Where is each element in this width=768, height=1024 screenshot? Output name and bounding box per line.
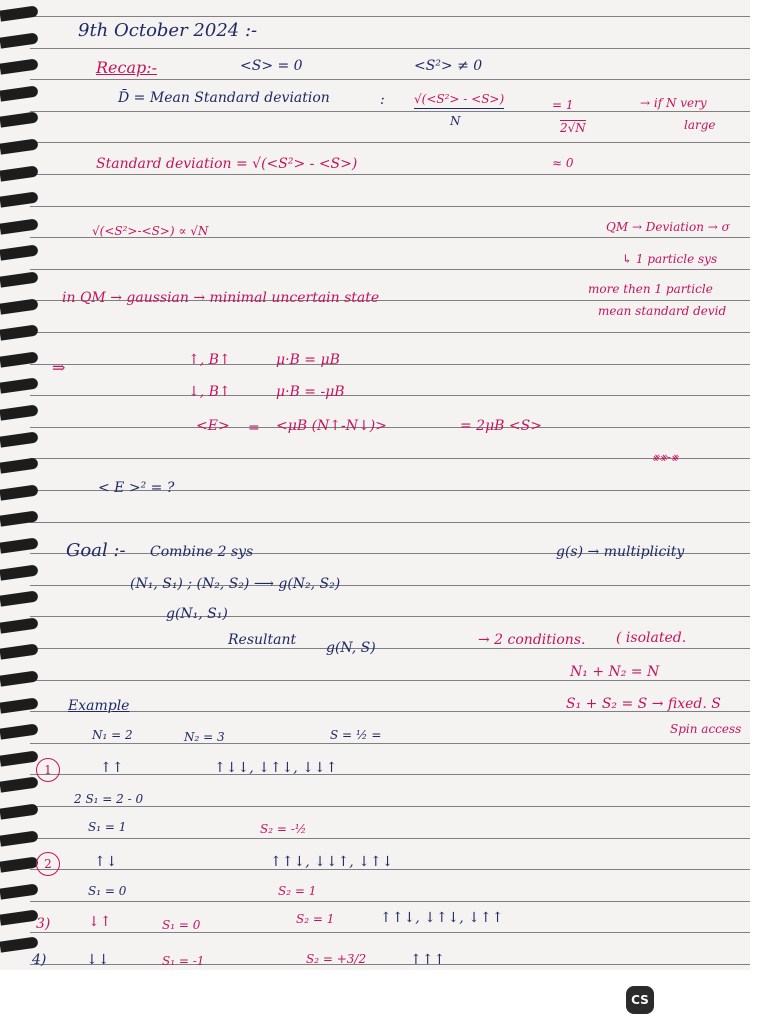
binding-hole [0,484,39,500]
s-half-value: S = ½ = [330,728,382,742]
g-combined: g(N, S) [326,640,376,656]
ruled-line [30,395,750,396]
ruled-line [30,206,750,207]
n-sum-condition: N₁ + N₂ = N [570,664,660,680]
energy-result: = 2μB <S> [460,418,542,434]
case4-s1: S₁ = -1 [162,954,205,968]
def-colon: : [380,92,385,108]
isolated-note: ( isolated. [616,630,687,646]
ruled-line [30,932,750,933]
binding-hole [0,670,39,686]
approx-zero: ≈ 0 [552,156,574,170]
binding-hole [0,457,39,473]
energy-square-question: < E >² = ? [98,480,175,496]
case-number-2: 2 [36,852,60,876]
two-root-n: 2√N [560,121,586,135]
two-s1-eq: 2 S₁ = 2 - 0 [74,792,144,806]
ruled-line [30,364,750,365]
ruled-line [30,48,750,49]
n2-value: N₂ = 3 [184,730,225,744]
spin-down-field: ↓, B↑ [188,384,231,400]
example-label: Example [68,698,130,714]
std-deviation-def: Standard deviation = √(<S²> - <S>) [96,156,358,172]
ruled-line [30,174,750,175]
date-heading: 9th October 2024 :- [78,20,258,41]
binding-hole [0,218,39,234]
one-over: = 1 [552,98,574,112]
binding-hole [0,883,39,899]
mean-std-note: mean standard devid [598,304,727,318]
ruled-line [30,522,750,523]
binding-hole [0,271,39,287]
binding-hole [0,723,39,739]
ruled-line [30,806,750,807]
recap-label: Recap:- [96,58,158,77]
s2-minus-half: S₂ = -½ [260,822,307,836]
if-n-very: → if N very [640,96,707,110]
ruled-line [30,901,750,902]
goal-label: Goal :- [66,540,126,561]
binding-hole [0,590,39,606]
ruled-line [30,964,750,965]
spin-access-note: Spin access [670,722,742,736]
binding-hole [0,617,39,633]
spin-up-field: ↑, B↑ [188,352,231,368]
binding-hole [0,776,39,792]
binding-hole [0,58,39,74]
large-note: large [684,118,716,132]
binding-hole [0,537,39,553]
sqrt-expression: √(<S²> - <S>) [414,92,504,109]
binding-hole [0,431,39,447]
binding-hole [0,298,39,314]
ruled-line [30,774,750,775]
binding-hole [0,324,39,340]
binding-hole [0,111,39,127]
binding-hole [0,909,39,925]
case3-s2: S₂ = 1 [296,912,335,926]
ruled-line [30,838,750,839]
gaussian-line: in QM → gaussian → minimal uncertain state [62,290,380,306]
recap-s-square: <S²> ≠ 0 [414,58,483,74]
case4-spins: ↓↓ [86,952,110,968]
case2-s2: S₂ = 1 [278,884,317,898]
case-number-4: 4) [32,952,47,968]
one-particle-note: ↳ 1 particle sys [622,252,718,266]
combine-two-systems: Combine 2 sys [150,544,254,560]
binding-hole [0,803,39,819]
binding-hole [0,5,39,21]
case2-sets: ↑↑↓, ↓↓↑, ↓↑↓ [270,854,394,870]
binding-hole [0,404,39,420]
multiplicity-note: g(s) → multiplicity [556,544,685,560]
ruled-line [30,142,750,143]
implies-arrow: ⇒ [52,358,66,377]
case1-sets: ↑↓↓, ↓↑↓, ↓↓↑ [214,760,338,776]
case-number-1: 1 [36,758,60,782]
case4-s2: S₂ = +3/2 [306,952,367,966]
case1-spins: ↑↑ [100,760,124,776]
binding-hole [0,165,39,181]
recap-s-mean: <S> = 0 [240,58,303,74]
ruled-line [30,111,750,112]
mu-b-positive: μ·B = μB [276,352,340,368]
binding-hole [0,510,39,526]
binding-hole [0,351,39,367]
ruled-line [30,743,750,744]
case3-sets: ↑↑↓, ↓↑↓, ↓↑↑ [380,910,504,926]
case3-spins: ↓↑ [88,914,112,930]
camscanner-logo: CS [626,986,654,1014]
denominator-n: N [450,114,461,128]
n1-value: N₁ = 2 [92,728,133,742]
ruled-line [30,332,750,333]
binding-hole [0,377,39,393]
ruled-line [30,680,750,681]
ruled-line [30,79,750,80]
more-particle-note: more then 1 particle [588,282,713,296]
resultant-label: Resultant [228,632,297,648]
binding-hole [0,564,39,580]
s1-equals-1: S₁ = 1 [88,820,127,834]
binding-hole [0,643,39,659]
ruled-line [30,16,750,17]
case4-set: ↑↑↑ [410,952,446,968]
case2-s1: S₁ = 0 [88,884,127,898]
mean-std-dev-def: D̄ = Mean Standard deviation [118,90,330,106]
case2-spins: ↑↓ [94,854,118,870]
ruled-line [30,427,750,428]
g-first-system: g(N₁, S₁) [166,606,228,622]
binding-hole [0,856,39,872]
s-sum-condition: S₁ + S₂ = S → fixed. S [566,696,721,712]
ruled-line [30,458,750,459]
system-pairs: (N₁, S₁) ; (N₂, S₂) ⟶ g(N₂, S₂) [130,576,341,592]
energy-middle: <μB (N↑-N↓)> [276,418,387,434]
ruled-line [30,616,750,617]
binding-hole [0,32,39,48]
case-number-3: 3) [36,916,51,932]
ruled-line [30,648,750,649]
binding-hole [0,138,39,154]
binding-hole [0,830,39,846]
qm-deviation-note: QM → Deviation → σ [606,220,730,234]
energy-expectation: <E> [196,418,230,434]
case3-s1: S₁ = 0 [162,918,201,932]
proportional-root-n: √(<S²>-<S>) ∝ √N [92,224,209,238]
scribble-mark: ⨳⨳-⨳ [652,450,679,464]
binding-hole [0,936,39,952]
binding-hole [0,750,39,766]
binding-hole [0,85,39,101]
mu-b-negative: μ·B = -μB [276,384,345,400]
ruled-line [30,269,750,270]
binding-hole [0,244,39,260]
energy-equals: = [248,420,260,436]
two-conditions: → 2 conditions. [478,632,586,648]
